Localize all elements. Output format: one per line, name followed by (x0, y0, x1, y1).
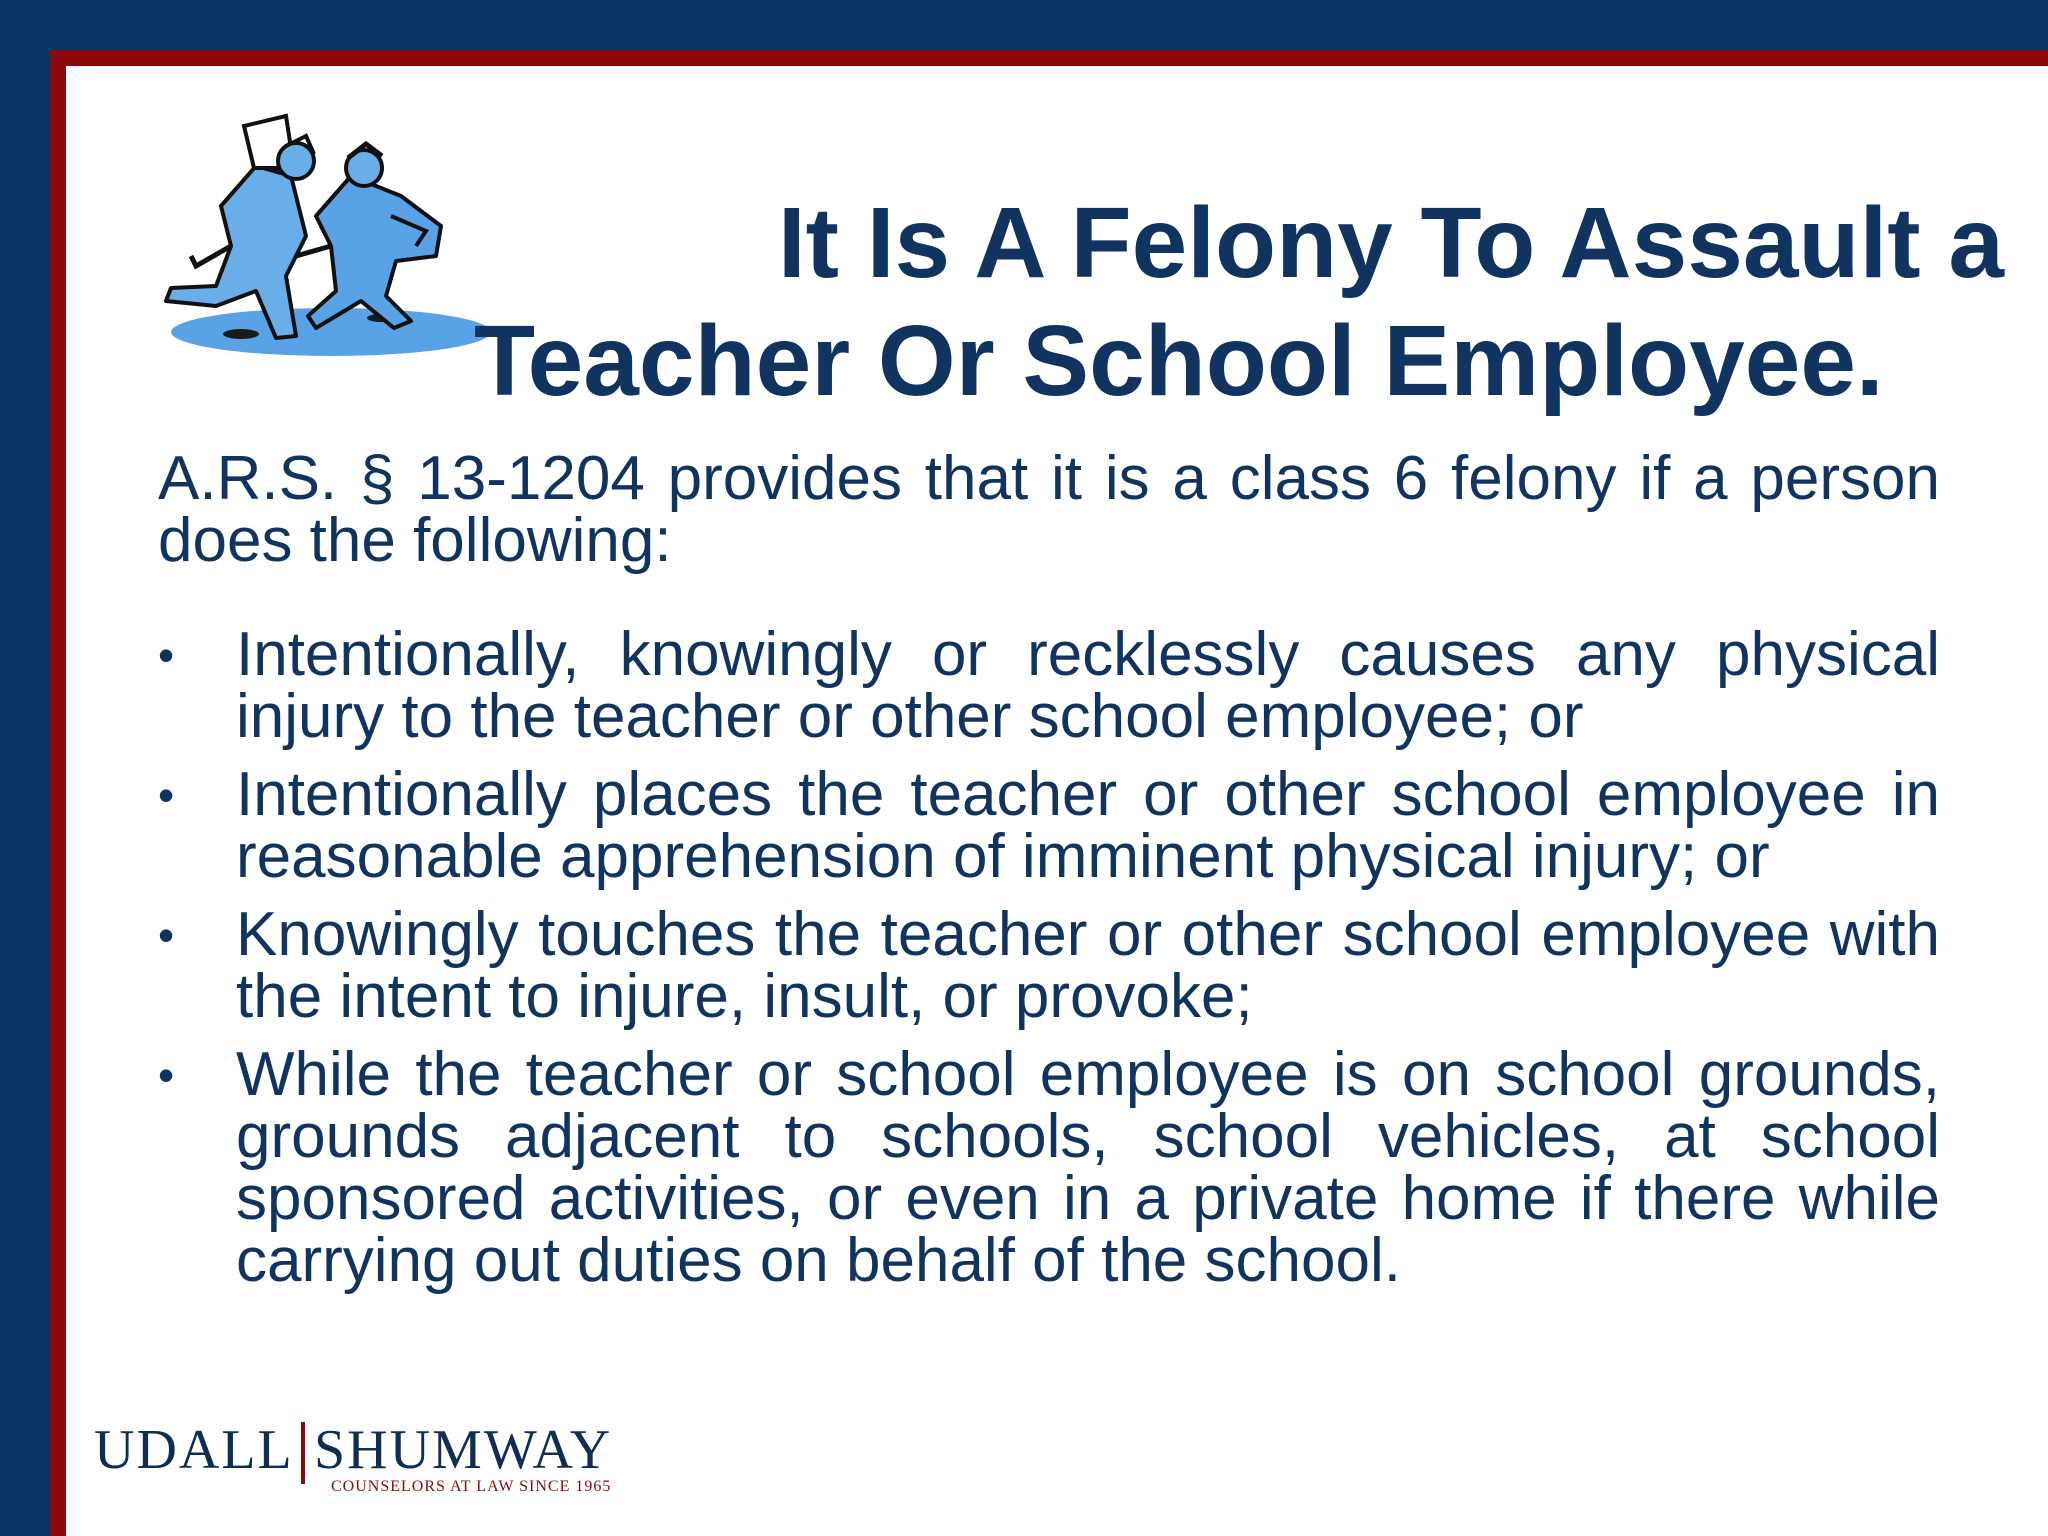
bullet-text: Intentionally places the teacher or other school employee in reasonable apprehension of imminent physical injury; or (236, 760, 1940, 891)
udall-shumway-logo (94, 1418, 654, 1498)
bullet-item (158, 760, 1940, 891)
intro-paragraph: A.R.S. § 13-1204 provides that it is a class 6 felony if a person does the following: (158, 444, 1940, 575)
bullet-dot-icon: • (158, 1049, 175, 1101)
logo-tagline: COUNSELORS AT LAW SINCE 1965 (331, 1478, 612, 1495)
bullet-item (158, 900, 1940, 1031)
bullet-text: Knowingly touches the teacher or other school employee with the intent to injure, insult, or provoke; (236, 900, 1940, 1031)
bullet-text: Intentionally, knowingly or recklessly causes any physical injury to the teacher or other school employee; or (236, 620, 1940, 751)
logo-udall: UDALL (94, 1419, 294, 1481)
slide-title-line-2: Teacher Or School Employee. (474, 305, 1884, 417)
slide-title-line-1: It Is A Felony To Assault a (777, 187, 2004, 299)
logo-shumway: SHUMWAY (314, 1419, 613, 1481)
bullet-dot-icon: • (158, 769, 175, 821)
bullet-list (158, 620, 1940, 1308)
bullet-item (158, 620, 1940, 751)
bullet-item (158, 1040, 1940, 1295)
bullet-dot-icon: • (158, 629, 175, 681)
top-navy-band (0, 0, 2048, 50)
slide-title (446, 184, 2006, 420)
logo-divider (301, 1422, 305, 1484)
bullet-dot-icon: • (158, 909, 175, 961)
bullet-text: While the teacher or school employee is on school grounds, grounds adjacent to schools, school vehicles, at school sponsored activities, or even in a private home if there while carrying out duties on behalf of the school. (236, 1040, 1940, 1295)
